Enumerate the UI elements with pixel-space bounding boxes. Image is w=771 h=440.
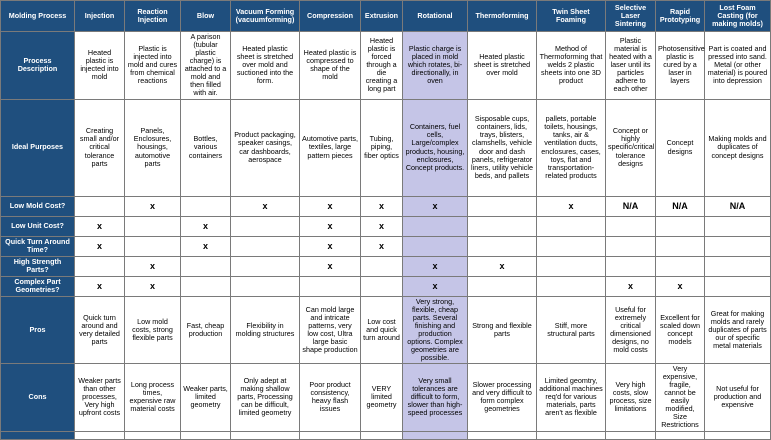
row-label-process-description: Process Description [1, 32, 75, 100]
table-cell: Very strong, flexible, cheap parts. Several finishing and production options. Complex geometries are possible. [403, 296, 468, 364]
empty-cell [300, 431, 361, 439]
column-header-twin-sheet-foaming: Twin Sheet Foaming [537, 1, 606, 32]
empty-cell [125, 431, 181, 439]
table-cell: x [125, 196, 181, 216]
table-cell: Weaker parts than other processes, Very high upfront costs [75, 364, 125, 432]
table-cell [606, 256, 656, 276]
table-row-empty [1, 431, 771, 439]
table-cell: x [403, 276, 468, 296]
table-cell: Tubing, piping, fiber optics [361, 99, 403, 196]
table-cell: Excellent for scaled down concept models [656, 296, 705, 364]
table-cell: Flexibility in molding structures [231, 296, 300, 364]
table-cell: A parison (tubular plastic charge) is attached to a mold and then filled with air. [181, 32, 231, 100]
table-cell: Strong and flexible parts [468, 296, 537, 364]
column-header-blow: Blow [181, 1, 231, 32]
empty-cell [75, 431, 125, 439]
empty-cell [656, 431, 705, 439]
table-cell [75, 196, 125, 216]
table-cell: Product packaging, speaker casings, car dashboards, aerospace [231, 99, 300, 196]
table-cell: Sisposable cups, containers, lids, trays, blisters, clamshells, vehicle door and dash panels, refrigerator liners, utility vehicle beds, and pallets [468, 99, 537, 196]
table-cell: Concept or highly specific/critical tolerance designs [606, 99, 656, 196]
table-cell [656, 256, 705, 276]
table-cell [231, 276, 300, 296]
table-cell [468, 196, 537, 216]
row-label-pros: Pros [1, 296, 75, 364]
table-cell: x [403, 196, 468, 216]
table-cell: Long process times, expensive raw material costs [125, 364, 181, 432]
column-header-selective-laser-sintering: Selective Laser Sintering [606, 1, 656, 32]
table-cell [361, 276, 403, 296]
table-row [1, 236, 771, 256]
table-row [1, 276, 771, 296]
table-cell: Creating small and/or critical tolerance parts [75, 99, 125, 196]
table-cell: Stiff, more structural parts [537, 296, 606, 364]
table-cell: Low mold costs, strong flexible parts [125, 296, 181, 364]
table-cell [125, 216, 181, 236]
table-cell [705, 236, 771, 256]
column-header-reaction-injection: Reaction Injection [125, 1, 181, 32]
table-row [1, 99, 771, 196]
table-cell [125, 236, 181, 256]
empty-cell [606, 431, 656, 439]
table-cell: N/A [705, 196, 771, 216]
table-body [1, 32, 771, 440]
table-cell: x [181, 216, 231, 236]
table-cell: Weaker parts, limited geometry [181, 364, 231, 432]
table-cell: Bottles, various containers [181, 99, 231, 196]
table-cell: N/A [606, 196, 656, 216]
table-cell [537, 256, 606, 276]
row-label-cons: Cons [1, 364, 75, 432]
table-cell: x [361, 216, 403, 236]
empty-cell [181, 431, 231, 439]
table-cell: x [231, 196, 300, 216]
table-cell: Quick turn around and very detailed parts [75, 296, 125, 364]
table-cell [181, 276, 231, 296]
table-cell [231, 236, 300, 256]
table-cell [468, 276, 537, 296]
table-cell: Plastic material is heated with a laser until its particles adhere to each other [606, 32, 656, 100]
table-cell: x [75, 276, 125, 296]
table-row [1, 196, 771, 216]
table-cell: Very expensive, fragile, cannot be easily modified, Size Restrictions [656, 364, 705, 432]
table-cell [468, 236, 537, 256]
table-cell: x [181, 236, 231, 256]
table-cell: x [361, 196, 403, 216]
table-cell: x [75, 236, 125, 256]
table-cell: Heated plastic is compressed to shape of the mold [300, 32, 361, 100]
table-cell: Low cost and quick turn around [361, 296, 403, 364]
table-cell [656, 236, 705, 256]
table-cell: Not useful for production and expensive [705, 364, 771, 432]
column-header-extrusion: Extrusion [361, 1, 403, 32]
table-cell: x [606, 276, 656, 296]
table-row [1, 32, 771, 100]
table-cell: Plastic is injected into mold and cures from chemical reactions [125, 32, 181, 100]
empty-cell [361, 431, 403, 439]
table-cell: Fast, cheap production [181, 296, 231, 364]
table-cell: x [361, 236, 403, 256]
table-cell: Heated plastic is injected into mold [75, 32, 125, 100]
column-header-rotational: Rotational [403, 1, 468, 32]
row-label-low-unit-cost: Low Unit Cost? [1, 216, 75, 236]
table-cell: Heated plastic sheet is stretched over mold [468, 32, 537, 100]
table-cell: Part is coated and pressed into sand. Metal (or other material) is poured into depression [705, 32, 771, 100]
empty-cell [231, 431, 300, 439]
row-label-high-strength-parts: High Strength Parts? [1, 256, 75, 276]
table-cell [656, 216, 705, 236]
table-cell: x [300, 216, 361, 236]
table-cell [705, 276, 771, 296]
empty-cell [468, 431, 537, 439]
empty-cell [705, 431, 771, 439]
table-cell: Heated plastic sheet is stretched over mold and suctioned into the form. [231, 32, 300, 100]
column-header-injection: Injection [75, 1, 125, 32]
table-cell: Automotive parts, textiles, large pattern pieces [300, 99, 361, 196]
table-cell [300, 276, 361, 296]
row-label-low-mold-cost: Low Mold Cost? [1, 196, 75, 216]
table-cell: N/A [656, 196, 705, 216]
table-cell [705, 256, 771, 276]
table-cell [606, 216, 656, 236]
table-cell: Only adept at making shallow parts, Processing can be difficult, limited geometry [231, 364, 300, 432]
table-cell: Concept designs [656, 99, 705, 196]
header-row [1, 1, 771, 32]
table-cell: Slower processing and very difficult to form complex geometries [468, 364, 537, 432]
row-label-ideal-purposes: Ideal Purposes [1, 99, 75, 196]
table-cell [75, 256, 125, 276]
column-header-rapid-prototyping: Rapid Prototyping [656, 1, 705, 32]
table-cell [537, 236, 606, 256]
table-row [1, 364, 771, 432]
table-cell: Very small tolerances are difficult to form, slower than high-speed processes [403, 364, 468, 432]
table-cell: x [537, 196, 606, 216]
table-cell [403, 216, 468, 236]
table-cell: VERY limited geometry [361, 364, 403, 432]
row-label-complex-part-geometries: Complex Part Geometries? [1, 276, 75, 296]
table-cell: Limited geomtry, additional machines req'd for various materials, parts aren't as flexible [537, 364, 606, 432]
empty-cell [403, 431, 468, 439]
table-cell: Can mold large and intricate patterns, very low cost, Ultra large basic shape production [300, 296, 361, 364]
table-cell: Poor product consistency, heavy flash issues [300, 364, 361, 432]
table-cell [181, 196, 231, 216]
table-cell: x [75, 216, 125, 236]
table-cell: Plastic charge is placed in mold which rotates, bi-directionally, in oven [403, 32, 468, 100]
table-cell: pallets, portable toilets, housings, tanks, air & ventilation ducts, enclosures, cases, toys, flat and transportation-related products [537, 99, 606, 196]
table-cell: x [656, 276, 705, 296]
column-header-thermoforming: Thermoforming [468, 1, 537, 32]
header-cell-molding-process: Molding Process [1, 1, 75, 32]
table-cell [606, 236, 656, 256]
table-cell: Photosensitive plastic is cured by a laser in layers [656, 32, 705, 100]
column-header-compression: Compression [300, 1, 361, 32]
table-cell: Containers, fuel cells, Large/complex products, housing, enclosures, Concept products. [403, 99, 468, 196]
table-cell: Method of Thermoforming that welds 2 plastic sheets into one 3D product [537, 32, 606, 100]
table-cell: x [300, 196, 361, 216]
column-header-lost-foam-casting-for-making-molds: Lost Foam Casting (for making molds) [705, 1, 771, 32]
table-cell: x [468, 256, 537, 276]
table-row [1, 296, 771, 364]
table-cell [537, 276, 606, 296]
row-label-quick-turn-around-time: Quick Turn Around Time? [1, 236, 75, 256]
table-cell [361, 256, 403, 276]
column-header-vacuum-forming-vacuumforming: Vacuum Forming (vacuumforming) [231, 1, 300, 32]
table-cell [537, 216, 606, 236]
table-cell: Panels, Enclosures, housings, automotive parts [125, 99, 181, 196]
table-cell: x [300, 256, 361, 276]
table-cell [705, 216, 771, 236]
table-cell [231, 216, 300, 236]
table-cell: Very high costs, slow process, size limitations [606, 364, 656, 432]
table-cell [231, 256, 300, 276]
table-cell: x [300, 236, 361, 256]
table-cell [468, 216, 537, 236]
table-cell [181, 256, 231, 276]
table-row [1, 256, 771, 276]
table-cell: x [125, 276, 181, 296]
table-cell: Useful for extremely critical dimensioned designs, no mold costs [606, 296, 656, 364]
empty-cell [537, 431, 606, 439]
table-row [1, 216, 771, 236]
table-cell: x [403, 256, 468, 276]
empty-cell [1, 431, 75, 439]
table-cell: Great for making molds and rarely duplicates of parts our of specific metal materials [705, 296, 771, 364]
table-cell: Making molds and duplicates of concept designs [705, 99, 771, 196]
table-cell [403, 236, 468, 256]
table-cell: Heated plastic is forced through a die creating a long part [361, 32, 403, 100]
table-cell: x [125, 256, 181, 276]
